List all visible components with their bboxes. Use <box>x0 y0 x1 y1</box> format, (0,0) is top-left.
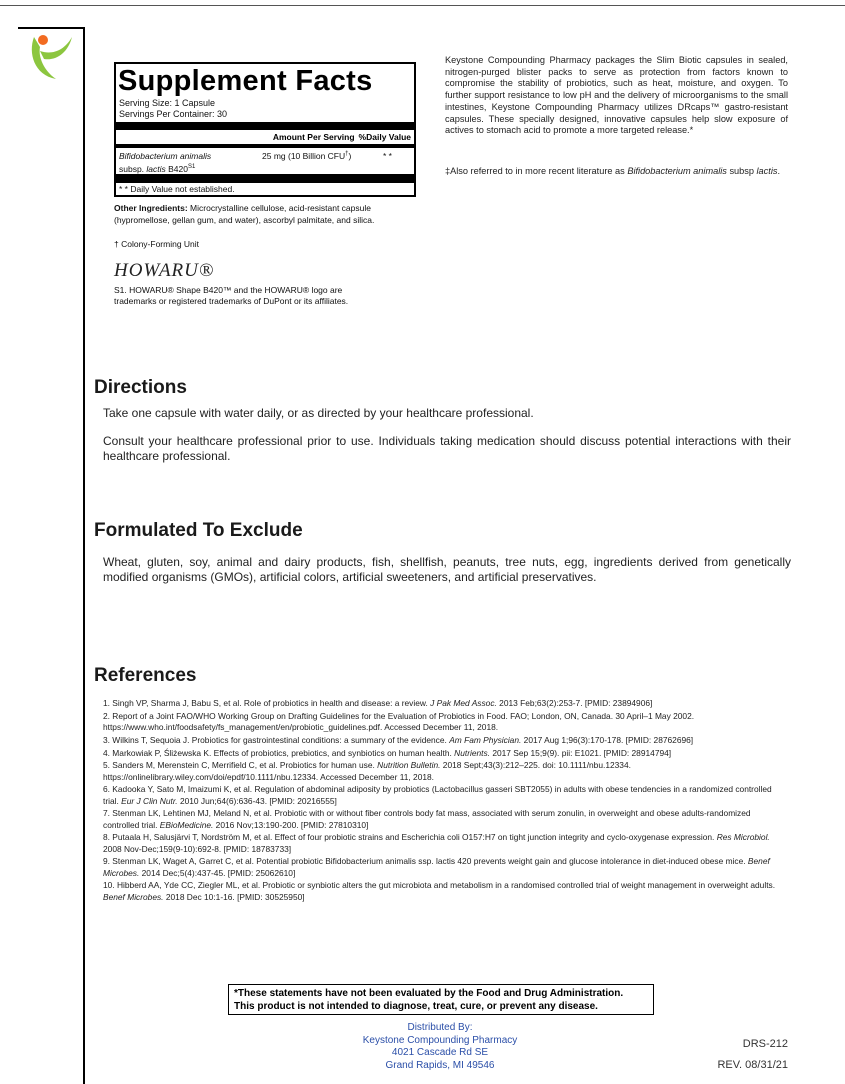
facts-divider-bottom <box>116 174 414 183</box>
ingredient-amount: 25 mg (10 Billion CFU†) <box>262 151 352 161</box>
distributor-label: Distributed By: <box>407 1022 473 1033</box>
reference-item: 7. Stenman LK, Lehtinen MJ, Meland N, et al. Probiotic with or without fiber controls body fat mass, associated with serum zonulin, in overweight and obese adults-randomized controlled trial. EBioMedicine. 2016 Nov;13:190-200. [PMID: 27810310] <box>103 808 751 830</box>
brand-logo-icon <box>26 31 76 85</box>
supplement-facts-title: Supplement Facts <box>118 65 373 97</box>
references-list <box>103 698 788 904</box>
trademark-note: S1. HOWARU® Shape B420™ and the HOWARU® logo are trademarks or registered trademarks of DuPont or its affiliates. <box>114 285 349 306</box>
facts-column-header <box>116 130 414 144</box>
reference-item: 10. Hibberd AA, Yde CC, Ziegler ML, et al. Probiotic or synbiotic alters the gut microbiota and metabolism in a randomised controlled trial of weight management in overweight adults. Benef Microbes. 2018 Dec 10:1-16. [PMID: 30525950] <box>103 880 776 902</box>
ingredient-row <box>116 148 414 174</box>
document-code: DRS-212 <box>742 1038 788 1050</box>
revision-date: REV. 08/31/21 <box>717 1059 788 1071</box>
distributor-name: Keystone Compounding Pharmacy <box>362 1034 518 1046</box>
directions-text-1: Take one capsule with water daily, or as directed by your healthcare professional. <box>103 406 534 420</box>
reference-item: 6. Kadooka Y, Sato M, Imaizumi K, et al. Regulation of abdominal adiposity by probiotics (Lactobacillus gasseri SBT2055) in adults with obese tendencies in a randomized controlled trial. Eur J Clin Nutr. 2010 Jun;64(6):636-43. [PMID: 20216555] <box>103 784 772 806</box>
distributor-city: Grand Rapids, MI 49546 <box>385 1059 495 1071</box>
howaru-logo: HOWARU® <box>114 260 215 281</box>
ingredient-daily-value: * * <box>383 151 392 161</box>
directions-heading: Directions <box>94 377 187 398</box>
top-rule <box>0 5 845 6</box>
reference-item: 3. Wilkins T, Sequoia J. Probiotics for gastrointestinal conditions: a summary of the evidence. Am Fam Physician. 2017 Aug 1;96(3):170-178. [PMID: 28762696] <box>103 734 694 745</box>
reference-item: 5. Sanders M, Merenstein C, Merrifield C, et al. Probiotics for human use. Nutrition Bulletin. 2018 Sept;43(3):212–225. doi: 10.1111/nbu.12334. https://onlinelibrary.wiley.com/doi/epdf/10.1111/nbu.12334. Accessed December 11, 2018. <box>103 760 631 782</box>
frame-top-rule <box>18 27 84 29</box>
packaging-description: Keystone Compounding Pharmacy packages the Slim Biotic capsules in sealed, nitrogen-purged blister packs to serve as protection from factors known to compromise the stability of probiotics, such as heat, moisture, and oxygen. To further support resistance to low pH and the delivery of microorganisms to the small intestines, Keystone Compounding Pharmacy utilizes DRcaps™ gastro-resistant capsules. These specially designed, innovative capsules help slow exposure of actives to stomach acid to promote a more targeted release.* <box>445 55 788 136</box>
servings-per-container: Servings Per Container: 30 <box>119 109 228 119</box>
serving-size: Serving Size: 1 Capsule <box>119 98 216 108</box>
reference-item: 9. Stenman LK, Waget A, Garret C, et al. Potential probiotic Bifidobacterium animalis ssp. lactis 420 prevents weight gain and glucose intolerance in diet-induced obese mice. Benef Microbes. 2014 Dec;5(4):437-45. [PMID: 25062610] <box>103 856 770 878</box>
taxonomy-note: ‡Also referred to in more recent literature as Bifidobacterium animalis subsp lactis. <box>445 166 781 176</box>
reference-item: 8. Putaala H, Salusjärvi T, Nordström M, et al. Effect of four probiotic strains and Escherichia coli O157:H7 on tight junction integrity and cyclo-oxygenase expression. Res Microbiol. 2008 Nov-Dec;159(9-10):692-8. [PMID: 18783733] <box>103 832 770 854</box>
supplement-facts-panel <box>114 62 416 197</box>
amount-per-serving-header: Amount Per Serving <box>272 132 355 142</box>
distributor-block <box>340 1022 540 1072</box>
reference-item: 4. Markowiak P, Śliżewska K. Effects of probiotics, prebiotics, and synbiotics on human health. Nutrients. 2017 Sep 15;9(9). pii: E1021. [PMID: 28914794] <box>103 747 672 758</box>
formulated-text: Wheat, gluten, soy, animal and dairy products, fish, shellfish, peanuts, tree nuts, egg, ingredients derived from genetically modified organisms (GMOs), artificial colors, artificial sweeteners, and artificial preservatives. <box>103 555 791 584</box>
fda-disclaimer: *These statements have not been evaluated by the Food and Drug Administration. This product is not intended to diagnose, treat, cure, or prevent any disease. <box>228 984 654 1015</box>
cfu-note: † Colony-Forming Unit <box>114 239 200 249</box>
references-heading: References <box>94 665 197 686</box>
distributor-street: 4021 Cascade Rd SE <box>391 1047 489 1058</box>
facts-divider-thick <box>116 122 414 130</box>
frame-left-rule <box>83 27 85 1084</box>
other-ingredients: Other Ingredients: Microcrystalline cellulose, acid-resistant capsule (hypromellose, gellan gum, and water), ascorbyl palmitate, and silica. <box>114 203 375 225</box>
reference-item: 2. Report of a Joint FAO/WHO Working Group on Drafting Guidelines for the Evaluation of Probiotics in Food. FAO; London, ON, Canada. 30 April–1 May 2002. https://www.who.int/foodsafety/fs_management/en/probiotic_guidelines.pdf. Accessed December 11, 2018. <box>103 710 695 732</box>
formulated-heading: Formulated To Exclude <box>94 520 303 541</box>
daily-value-header: %Daily Value <box>358 132 411 142</box>
directions-text-2: Consult your healthcare professional prior to use. Individuals taking medication should discuss potential interactions with their healthcare professional. <box>103 434 791 463</box>
reference-item: 1. Singh VP, Sharma J, Babu S, et al. Role of probiotics in health and disease: a review. J Pak Med Assoc. 2013 Feb;63(2):253-7. [PMID: 23894906] <box>103 698 653 708</box>
daily-value-footnote: * * Daily Value not established. <box>119 184 235 194</box>
ingredient-name: Bifidobacterium animalis subsp. lactis $B420^{S1}$ <box>119 151 212 174</box>
